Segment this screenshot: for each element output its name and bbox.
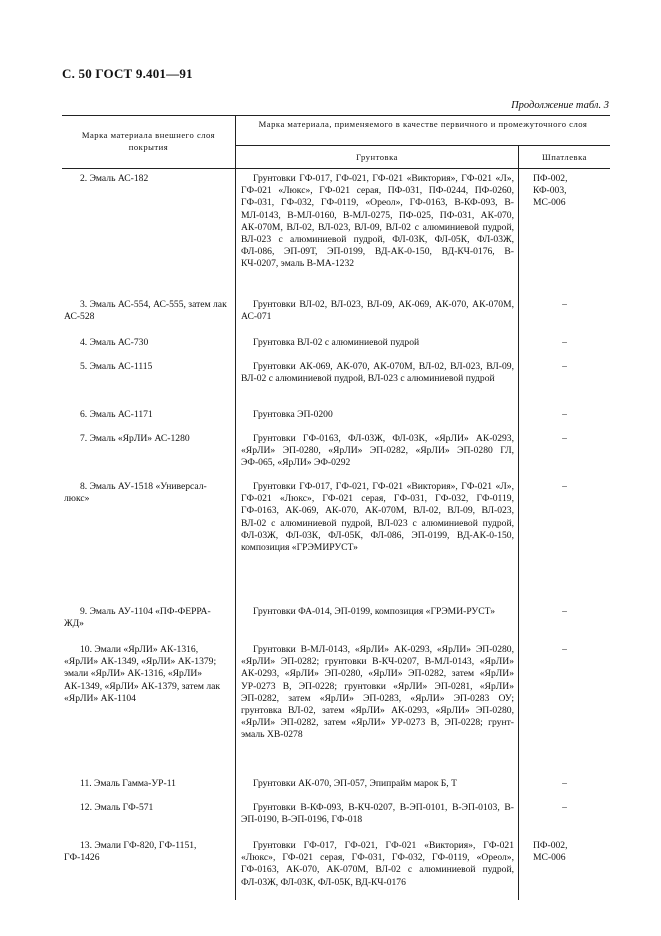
material-cell: 13. Эмали ГФ-820, ГФ-1151, ГФ-1426 <box>62 836 236 900</box>
putty-cell: – <box>562 337 567 348</box>
table-row <box>62 429 610 477</box>
page-header: С. 50 ГОСТ 9.401—91 <box>62 66 193 81</box>
putty-cell: – <box>562 802 567 813</box>
table-header <box>62 115 610 169</box>
table-body <box>62 169 610 900</box>
putty-cell: – <box>562 481 567 492</box>
column-header-primary-layer: Марка материала, применяемого в качестве первичного и промежуточного слоя <box>236 116 610 146</box>
table-row <box>62 602 610 640</box>
table-row <box>62 333 610 357</box>
materials-table <box>62 115 610 900</box>
material-cell: 7. Эмаль «ЯрЛИ» АС-1280 <box>62 429 236 477</box>
primer-cell: Грунтовка ВЛ-02 с алюминиевой пудрой <box>236 333 519 357</box>
primer-cell: Грунтовки ГФ-017, ГФ-021, ГФ-021 «Виктория», ГФ-021 «Люкс», ГФ-021 серая, ГФ-031, ГФ-032, ГФ-0119, «Ореол», ГФ-0163, АК-070, АК-070М, ВЛ-02 с алюминиевой пудрой, ФЛ-03Ж, ФЛ-03К, ФЛ-05К, ВД-КЧ-0176 <box>236 836 519 900</box>
table-row <box>62 774 610 798</box>
table-row <box>62 836 610 900</box>
material-cell: 3. Эмаль АС-554, АС-555, затем лак АС-528 <box>62 295 236 333</box>
primer-cell: Грунтовки В-КФ-093, В-КЧ-0207, В-ЭП-0101, В-ЭП-0103, В-ЭП-0190, В-ЭП-0196, ГФ-018 <box>236 798 519 836</box>
table-row <box>62 477 610 602</box>
column-header-outer-layer: Марка материала внешнего слоя покрытия <box>62 116 236 168</box>
putty-cell: – <box>562 778 567 789</box>
putty-cell: ПФ-002, КФ-003, МС-006 <box>533 173 568 209</box>
material-cell: 8. Эмаль АУ-1518 «Универсал-люкс» <box>62 477 236 602</box>
primer-cell: Грунтовки ГФ-0163, ФЛ-03Ж, ФЛ-03К, «ЯрЛИ» АК-0293, «ЯрЛИ» ЭП-0280, «ЯрЛИ» ЭП-0282, «ЯрЛИ» ЭП-0280 ГЛ, ЭФ-065, «ЯрЛИ» ЭФ-0292 <box>236 429 519 477</box>
table-row <box>62 357 610 405</box>
material-cell: 2. Эмаль АС-182 <box>62 169 236 295</box>
putty-cell: – <box>562 361 567 372</box>
primer-cell: Грунтовки ФА-014, ЭП-0199, композиция «ГРЭМИ-РУСТ» <box>236 602 519 640</box>
primer-cell: Грунтовки АК-069, АК-070, АК-070М, ВЛ-02, ВЛ-023, ВЛ-09, ВЛ-02 с алюминиевой пудрой, ВЛ-023 с алюминиевой пудрой <box>236 357 519 405</box>
table-row <box>62 640 610 774</box>
putty-cell: – <box>562 299 567 310</box>
putty-cell: ПФ-002, МС-006 <box>533 840 568 864</box>
material-cell: 5. Эмаль АС-1115 <box>62 357 236 405</box>
table-row <box>62 169 610 295</box>
primer-cell: Грунтовки АК-070, ЭП-057, Эпипрайм марок Б, Т <box>236 774 519 798</box>
material-cell: 6. Эмаль АС-1171 <box>62 405 236 429</box>
table-row <box>62 405 610 429</box>
material-cell: 10. Эмали «ЯрЛИ» АК-1316, «ЯрЛИ» АК-1349, «ЯрЛИ» АК-1379; эмали «ЯрЛИ» АК-1316, «ЯрЛИ» АК-1349, «ЯрЛИ» АК-1379, затем лак «ЯрЛИ» АК-1104 <box>62 640 236 774</box>
material-cell: 4. Эмаль АС-730 <box>62 333 236 357</box>
material-cell: 11. Эмаль Гамма-УР-11 <box>62 774 236 798</box>
column-header-putty: Шпатлевка <box>542 152 587 162</box>
putty-cell: – <box>562 644 567 655</box>
table-row <box>62 295 610 333</box>
putty-cell: – <box>562 409 567 420</box>
material-cell: 9. Эмаль АУ-1104 «ПФ-ФЕРРА-ЖД» <box>62 602 236 640</box>
putty-cell: – <box>562 433 567 444</box>
table-continuation-label: Продолжение табл. 3 <box>511 100 609 111</box>
table-row <box>62 798 610 836</box>
primer-cell: Грунтовки В-МЛ-0143, «ЯрЛИ» АК-0293, «ЯрЛИ» ЭП-0280, «ЯрЛИ» ЭП-0282; грунтовки В-КЧ-0207, В-МЛ-0143, «ЯрЛИ» АК-0293, «ЯрЛИ» ЭП-0280, «ЯрЛИ» ЭП-0282, затем «ЯрЛИ» УР-0273 В, ЭП-0228; грунтовки «ЯрЛИ» ЭП-0281, «ЯрЛИ» ЭП-0282, затем «ЯрЛИ» ЭП-0283, «ЯрЛИ» ЭП-0283 ОУ; грунтовка ВЛ-02, затем «ЯрЛИ» АК-0293, «ЯрЛИ» ЭП-0280, «ЯрЛИ» ЭП-0282, затем «ЯрЛИ» УР-0273 В, ЭП-0228; грунт-эмаль ХВ-0278 <box>236 640 519 774</box>
primer-cell: Грунтовка ЭП-0200 <box>236 405 519 429</box>
primer-cell: Грунтовки ГФ-017, ГФ-021, ГФ-021 «Виктория», ГФ-021 «Л», ГФ-021 «Люкс», ГФ-021 серая, ПФ-031, ПФ-0244, ПФ-0260, ГФ-031, ГФ-032, ГФ-0119, «Ореол», ГФ-0163, В-КФ-093, В-МЛ-0143, В-МЛ-0160, В-МЛ-0275, ПФ-025, ПФ-031, АК-070, АК-070М, ВЛ-02, ВЛ-023, ВЛ-09, ВЛ-02 с алюминиевой пудрой, ВЛ-023 с алюминиевой пудрой, ФЛ-03К, ФЛ-05К, ФЛ-03Ж, ФЛ-086, ЭП-09Т, ЭП-0199, ВД-АК-0-150, ВД-КЧ-0176, В-КЧ-0207, эмаль В-МА-1232 <box>236 169 519 295</box>
column-header-primer: Грунтовка <box>236 146 519 168</box>
primer-cell: Грунтовки ВЛ-02, ВЛ-023, ВЛ-09, АК-069, АК-070, АК-070М, АС-071 <box>236 295 519 333</box>
putty-cell: – <box>562 606 567 617</box>
material-cell: 12. Эмаль ГФ-571 <box>62 798 236 836</box>
primer-cell: Грунтовки ГФ-017, ГФ-021, ГФ-021 «Виктория», ГФ-021 «Л», ГФ-021 «Люкс», ГФ-021 серая, ГФ-031, ГФ-032, ГФ-0119, ГФ-0163, АК-069, АК-070, АК-070М, ВЛ-02, ВЛ-09, ВЛ-023, ВЛ-02 с алюминиевой пудрой, ВЛ-023 с алюминиевой пудрой, ФЛ-03Ж, ФЛ-03К, ФЛ-05К, ФЛ-086, ЭП-0199, ВД-АК-0-150, композиция «ГРЭМИРУСТ» <box>236 477 519 602</box>
